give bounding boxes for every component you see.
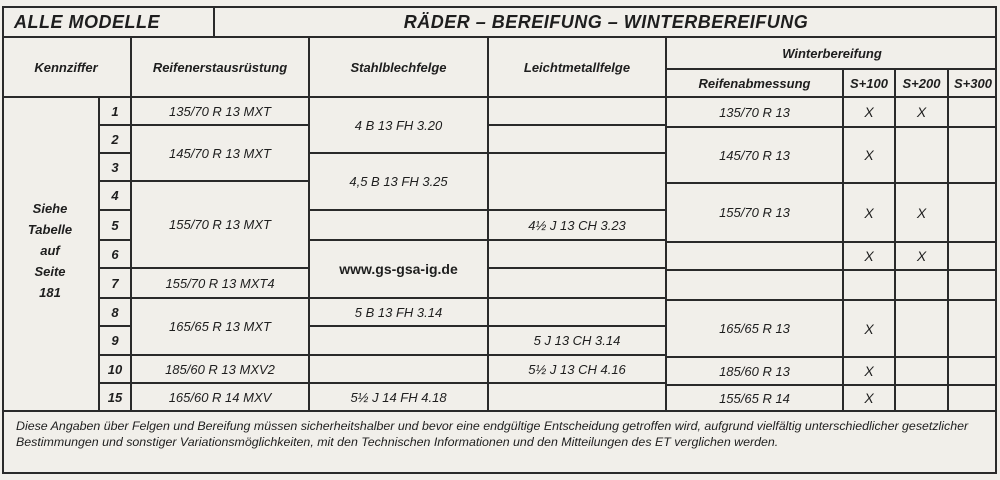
- s100-mark: X: [864, 390, 874, 406]
- side-note-line: 181: [39, 284, 61, 300]
- code-cell: 2: [111, 131, 119, 147]
- s200-mark: X: [916, 248, 927, 264]
- winter-size-cell: 155/70 R 13: [719, 205, 790, 220]
- code-cell: 6: [111, 246, 119, 262]
- side-note-line: Siehe: [32, 200, 68, 216]
- code-cell: 15: [107, 389, 123, 405]
- original-tire-cell: 185/60 R 13 MXV2: [165, 361, 275, 377]
- s100-mark: X: [864, 204, 874, 221]
- page-title: RÄDER – BEREIFUNG – WINTERBEREIFUNG: [403, 11, 809, 32]
- code-cell: 7: [111, 275, 119, 291]
- code-cell: 9: [111, 333, 119, 348]
- s100-mark: X: [864, 363, 874, 379]
- alloy-rim-cell: 5 J 13 CH 3.14: [533, 333, 621, 348]
- s100-mark: X: [864, 320, 874, 337]
- s100-mark: X: [864, 248, 874, 264]
- code-cell: 1: [111, 103, 119, 119]
- winter-row-line: [665, 241, 997, 243]
- steel-row-line: [308, 209, 489, 211]
- steel-rim-cell: 5½ J 14 FH 4.18: [350, 389, 447, 405]
- header-winter: Winterbereifung: [782, 45, 882, 61]
- code-cell: 4: [111, 188, 119, 203]
- winter-size-cell: 165/65 R 13: [719, 321, 790, 336]
- code-cell: 8: [111, 304, 119, 320]
- side-note-line: Tabelle: [27, 221, 73, 237]
- code-cell: 3: [111, 159, 119, 175]
- winter-size-cell: 185/60 R 13: [719, 363, 790, 379]
- s100-mark: X: [864, 104, 874, 120]
- steel-row-line: [308, 325, 489, 327]
- header-s200: S+200: [902, 75, 941, 91]
- models-label: ALLE MODELLE: [14, 11, 160, 32]
- header-s300: S+300: [954, 75, 992, 91]
- winter-size-cell: 155/65 R 14: [719, 390, 790, 406]
- steel-rim-cell: 5 B 13 FH 3.14: [354, 304, 443, 320]
- original-tire-cell: 165/60 R 14 MXV: [168, 389, 272, 405]
- side-note: [2, 195, 98, 305]
- winter-size-cell: 145/70 R 13: [719, 147, 790, 163]
- header-original-tires: Reifenerstausrüstung: [152, 59, 288, 75]
- alloy-rim-cell: 4½ J 13 CH 3.23: [528, 217, 626, 233]
- col-sep-7: [947, 68, 949, 411]
- original-tire-cell: 155/70 R 13 MXT4: [165, 275, 275, 291]
- s200-mark: X: [916, 104, 927, 120]
- website-watermark: www.gs-gsa-ig.de: [339, 261, 458, 277]
- footer-divider: [2, 410, 997, 412]
- winter-size-cell: 135/70 R 13: [719, 104, 790, 120]
- header-code: Kennziffer: [34, 59, 98, 75]
- alloy-rim-cell: 5½ J 13 CH 4.16: [528, 361, 626, 377]
- header-alloy-rim: Leichtmetallfelge: [523, 59, 631, 75]
- original-tire-cell: 165/65 R 13 MXT: [169, 319, 271, 334]
- alloy-row-line: [487, 152, 667, 154]
- alloy-row-line: [487, 124, 667, 126]
- alloy-row-line: [487, 382, 667, 384]
- side-note-line: Seite: [34, 263, 66, 279]
- original-tire-cell: 145/70 R 13 MXT: [169, 145, 271, 161]
- s100-mark: X: [864, 147, 874, 163]
- steel-rim-cell: 4,5 B 13 FH 3.25: [349, 174, 448, 189]
- header-s100: S+100: [850, 75, 888, 91]
- original-tire-cell: 155/70 R 13 MXT: [169, 217, 271, 232]
- header-winter-size: Reifenabmessung: [698, 75, 811, 91]
- code-cell: 10: [107, 361, 123, 377]
- alloy-row-line: [487, 239, 667, 241]
- footer-note: Diese Angaben über Felgen und Bereifung müssen sicherheitshalber und bevor eine endgültige Entscheidung getroffen wird, aufgrund vielfältig unterschiedlicher gesetzlicher Bestimmungen und sonstiger Variationsmöglichkeiten, mit den Technischen Informationen und den Mitteilungen des ET verglichen werden.: [16, 419, 969, 449]
- code-cell: 5: [111, 217, 119, 233]
- s200-mark: X: [916, 204, 927, 221]
- original-tire-cell: 135/70 R 13 MXT: [169, 103, 271, 119]
- alloy-row-line: [487, 297, 667, 299]
- winter-row-line: [665, 269, 997, 271]
- steel-row-line: [308, 354, 489, 356]
- side-note-line: auf: [40, 242, 60, 258]
- steel-row-line: [308, 239, 489, 241]
- alloy-row-line: [487, 267, 667, 269]
- steel-rim-cell: 4 B 13 FH 3.20: [354, 117, 443, 133]
- header-steel-rim: Stahlblechfelge: [350, 59, 447, 75]
